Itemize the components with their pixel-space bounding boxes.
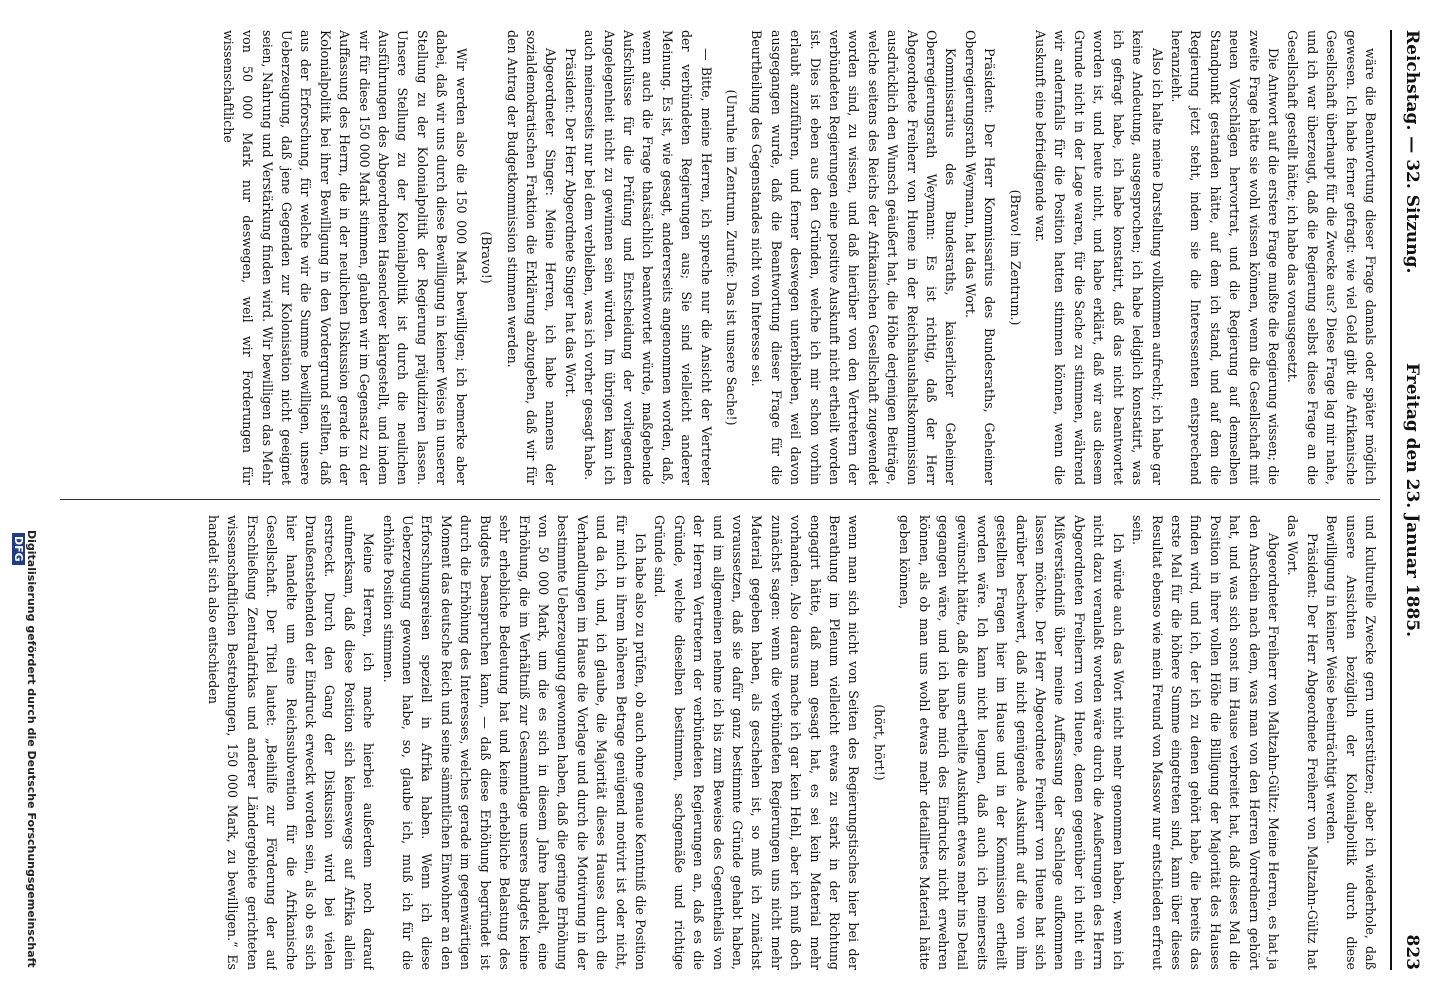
page-header [1396,30,1422,970]
paragraph: Abgeordneter Singer: Meine Herren, ich habe namens der sozialdemokratischen Fraktion die Erklärung abzugeben, daß wir für den Antrag der Budgetkommission stimmen werden. [504,30,559,485]
digitization-credit [12,530,38,980]
left-text-column [60,30,1380,485]
paragraph: Ich würde auch das Wort nicht mehr genommen haben, wenn ich nicht dazu veranlaßt worden wäre durch die Aeußerungen des Herrn Abgeordneten Freiherrn von Huene, denen gegenüber ich nicht ein Mißverständniß über meine Auffassung der Sachlage aufkommen lassen möchte. Der Herr Abgeordnete Freiherr von Huene hat sich darüber beschwert, daß nicht genügende Auskunft auf die von ihm gestellten Fragen hier im Hause und in der Kommission ertheilt worden wäre. Ich kann nicht leugnen, daß auch ich meinerseits gewünscht hätte, daß die uns ertheilte Auskunft etwas mehr ins Detail gegangen wäre, und ich habe mich des Eindrucks nicht erwehren können, als ob man uns wohl etwas mehr detaillirtes Material hätte geben können, [897,515,1126,970]
interjection: (Bravo!) [479,231,495,284]
interjection: (Bravo! im Zentrum.) [1007,189,1023,326]
paragraph: Ich habe also zu prüfen, ob auch ohne genaue Kenntniß die Position für mich in ihrem höheren Betrage genügend motivirt ist oder nicht, und da ich, und, ich glaube, die Majorität dieses Hauses durch die Verhandlungen im Hause die Vorlage und durch die Motivirung in der bestimmte Ueberzeugung gewonnen haben, daß die geringe Erhöhung von 50 000 Mark, um die es sich in diesem Jahre handelt, eine Erhöhung, die im Verhältniß zur Gesammtlage unseres Budgets keine sehr erhebliche Bedeutung hat und keine erhebliche Belastung des Budgets beanspruchen kann, — daß diese Erhöhung begründet ist durch die Erhöhung des Interesses, welches gerade im gegenwärtigen Moment das deutsche Reich und seine sämmtlichen Einwohner an den Erforschungsreisen speziell in Afrika haben. Wenn ich diese Ueberzeugung gewonnen habe, so, glaube ich, muß ich für die erhöhte Position stimmen. [380,515,648,970]
header-page-number: 823 [1402,934,1422,970]
column-divider [60,499,1380,500]
paragraph: Abgeordneter Freiherr von Maltzahn-Gültz: Meine Herren, es hat ja den Anschein nach dem, was man von den Herren Vorrednern gehört hat, und was sich sonst im Hause verbreitet hat, daß dieses Mal die Position in ihrer vollen Höhe die Billigung der Majorität des Hauses finden wird, und ich, der ich zu denen gehört habe, die bereits das erste Mal für die höhere Summe eingetreten sind, kann über dieses Resultat ebenso wie mein Freund von Massow nur entschieden erfreut sein. [1130,515,1281,970]
paragraph: Meine Herren, ich mache hierbei außerdem noch darauf aufmerksam, daß diese Position sich keineswegs auf Afrika allein erstreckt. Durch den Gang der Diskussion wird bei vielen Draußenstehenden der Eindruck erweckt worden sein, als ob es sich hier handelte um eine Reichssubvention für die Afrikanische Gesellschaft. Der Titel lautet: „Beihilfe zur Förderung der auf Erschließung Zentralafrikas und anderer Ländergebiete gerichteten wissenschaftlichen Bestrebungen, 150 000 Mark, zu bewilligen.“ Es handelt sich also entschieden [206,515,377,970]
paragraph: wenn man sich nicht von Seiten des Regierungstisches hier bei der Berathung im Plenum vielleicht etwas zu stark in der Richtung engagirt hätte, daß man gesagt hat, es sei kein Material mehr vorhanden. Also daraus mache ich gar kein Hehl, aber ich muß doch zunächst sagen: wenn die verbündeten Regierungen uns nicht mehr Material gegeben haben, als geschehen ist, so muß ich zunächst voraussetzen, daß sie dafür ganz bestimmte Gründe gehabt haben, und im allgemeinen nehme ich bis zum Beweise des Gegentheils von der Herren Vertretern der verbündeten Regierungen an, daß es die Gründe, welche dieselben bestimmen, sachgemäße und richtige Gründe sind. [652,515,862,970]
interjection: (Unruhe im Zentrum. Zurufe: Das ist unsere Sache!) [724,89,739,426]
credit-text: Digitalisierung gefördert durch die Deutsche Forschungsgemeinschaft [25,530,38,968]
header-date: Freitag den 23. Januar 1885. [1402,362,1422,638]
right-text-column [60,515,1380,970]
paragraph: Präsident: Der Herr Abgeordnete Freiherr von Maltzahn-Gültz hat das Wort. [1285,515,1320,970]
paragraph: wäre die Beantwortung dieser Frage damals oder später möglich gewesen. Ich habe ferner gefragt: wie viel Geld gibt die Afrikanische Gesellschaft überhaupt für die Zwecke aus? Diese Frage lag mir nahe, und ich war überzeugt, daß die Regierung selbst diese Frage an die Gesellschaft gestellt hätte; ich habe das vorausgesetzt. [1285,30,1378,485]
header-rule [1390,30,1392,970]
paragraph: — Bitte, meine Herren, ich spreche nur die Ansicht der Vertreter der verbündeten Regierungen aus; Sie sind vielleicht anderer Meinung. Es ist, wie gesagt, andererseits angenommen worden, daß, wenn auch die Frage thatsächlich beantwortet würde, maßgebende Aufschlüsse für die Prüfung und Entscheidung der vorliegenden Angelegenheit nicht zu gewinnen sein würden. Im übrigen kann ich auch meinerseits nur bei dem verbleiben, was ich vorher gesagt habe. [582,30,714,485]
paragraph: Die Antwort auf die erstere Frage mußte die Regierung wissen; die zweite Frage hätte sie wohl wissen können, wenn die Gesellschaft mit neuen Vorschlägen hervortrat, und die Regierung auf demselben Standpunkt gestanden hätte, auf dem ich stand, und auf dem die Regierung jetzt steht, indem sie die Interessenten entsprechend heranzieht. [1168,30,1281,485]
header-session-title: Reichstag. — 32. Sitzung. [1402,30,1422,274]
interjection: (hört, hört!) [871,704,887,781]
paragraph: Präsident: Der Herr Kommissarius des Bundesraths, Geheimer Oberregierungsrath Weymann, hat das Wort. [962,30,998,485]
paragraph: Präsident: Der Herr Abgeordnete Singer hat das Wort. [562,48,578,398]
paragraph: Wir werden also die 150 000 Mark bewilligen; ich bemerke aber dabei, daß wir uns durch diese Bewilligung in keiner Weise in unserer Stellung zu der Kolonialpolitik der Regierung präjudiziren lassen. Unsere Stellung zu der Kolonialpolitik ist durch die neulichen Ausführungen des Abgeordneten Hasenclever klargestellt, und indem wir für diese 150 000 Mark stimmen, glauben wir im Gegensatz zu der Auffassung des Herrn, die in der neulichen Diskussion gerade in der Kolonialpolitik bei ihrer Bewilligung in den Vordergrund stellten, daß aus der Erforschung, für welche wir die Summe bewilligen, unsere Ueberzeugung, daß jene Gegenden zur Kolonisation nicht geeignet seien, Nahrung und Verstärkung finden wird. Wir bewilligen das Mehr von 50 000 Mark nur deswegen, weil wir Forderungen für wissenschaftliche [220,30,469,485]
paragraph: Kommissarius des Bundesraths, kaiserlicher Geheimer Oberregierungsrath Weymann: Es ist richtig, daß der Herr Abgeordnete Freiherr von Huene in der Reichshaushaltskommission ausdrücklich den Wunsch geäußert hat, die Höhe derjenigen Beiträge, welche seitens des Reichs der Afrikanischen Gesellschaft zugewendet worden sind, zu wissen, und daß hierüber von den Vertretern der verbündeten Regierungen eine positive Auskunft nicht ertheilt worden ist. Dies ist eben aus den Gründen, welche ich mir schon vorhin erlaubt anzuführen, und ferner deswegen unterblieben, weil davon ausgegangen wurde, daß die Beantwortung dieser Frage für die Beurtheilung des Gegenstandes nicht von Interesse sei. [749,30,959,485]
dfg-logo: DFG [12,533,25,565]
paragraph: und kulturelle Zwecke gern unterstützen; aber ich wiederhole, daß unsere Ansichten bezüglich der Kolonialpolitik durch diese Bewilligung in keiner Weise beeinträchtigt werden. [1324,515,1378,970]
paragraph: Also ich halte meine Darstellung vollkommen aufrecht; ich habe gar keine Andeutung, ausgesprochen; ich habe lediglich konstatirt, was ich gefragt habe, ich habe konstatirt, daß das nicht beantwortet worden ist, und heute nicht, und habe erklärt, daß wir aus diesem Grunde nicht in der Lage waren, für die Sache zu stimmen, während wir andernfalls für die Position hatten stimmen können, wenn die Auskunft eine befriedigende war. [1033,30,1165,485]
